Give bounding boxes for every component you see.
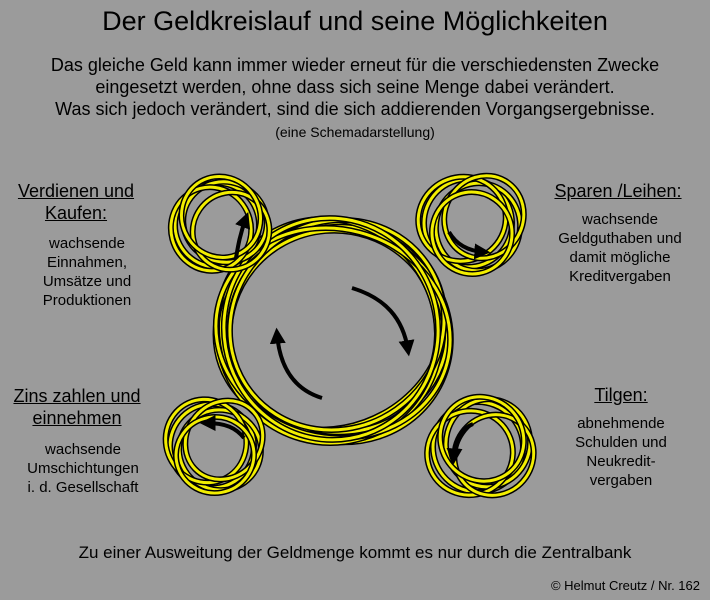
heading-line: Tilgen:	[594, 385, 648, 405]
description-line: vergaben	[589, 472, 653, 489]
description-line: Geldguthaben und	[558, 230, 682, 247]
description-line: Kreditvergaben	[569, 268, 671, 285]
heading-line: einnehmen	[32, 408, 122, 428]
schema-note: (eine Schemadarstellung)	[275, 124, 435, 140]
center-arrow-left	[277, 334, 322, 398]
description-line: Neukredit-	[586, 453, 656, 470]
description-line: wachsende	[49, 235, 125, 252]
description-line: Umschichtungen	[27, 460, 139, 477]
top-left-description	[8, 234, 166, 310]
top-left-ring-bundle	[161, 162, 284, 285]
heading-line: Sparen /Leihen:	[554, 181, 682, 201]
top-right-description	[540, 210, 700, 286]
center-arrow-right	[352, 288, 408, 350]
description-line: Umsätze und	[42, 273, 132, 290]
top-left-heading	[8, 180, 144, 224]
description-line: Produktionen	[42, 292, 132, 309]
description-line: abnehmende	[577, 415, 665, 432]
subtitle	[0, 54, 710, 120]
description-line: wachsende	[45, 441, 121, 458]
bottom-left-heading	[4, 385, 150, 429]
description-line: wachsende	[582, 211, 658, 228]
bottom-right-description	[556, 414, 686, 490]
heading-line: Verdienen und	[17, 181, 135, 201]
description-line: i. d. Gesellschaft	[27, 479, 139, 496]
bottom-left-description	[0, 440, 166, 497]
copyright-notice: © Helmut Creutz / Nr. 162	[550, 578, 700, 593]
description-line: damit mögliche	[569, 249, 671, 266]
page-title: Der Geldkreislauf und seine Möglichkeiten	[102, 6, 608, 36]
subtitle-line: eingesetzt werden, ohne dass sich seine Menge dabei verändert.	[95, 77, 615, 97]
footer-statement: Zu einer Ausweitung der Geldmenge kommt es nur durch die Zentralbank	[78, 543, 632, 562]
bottom-right-heading	[566, 384, 676, 406]
subtitle-line: Das gleiche Geld kann immer wieder erneut für die verschiedensten Zwecke	[50, 55, 660, 75]
bottom-right-ring-bundle	[415, 380, 549, 511]
heading-line: Kaufen:	[44, 203, 108, 223]
description-line: Einnahmen,	[46, 254, 128, 271]
heading-line: Zins zahlen und	[13, 386, 141, 406]
subtitle-line: Was sich jedoch verändert, sind die sich addierenden Vorgangsergebnisse.	[55, 99, 655, 119]
top-right-heading	[540, 180, 696, 202]
description-line: Schulden und	[575, 434, 667, 451]
